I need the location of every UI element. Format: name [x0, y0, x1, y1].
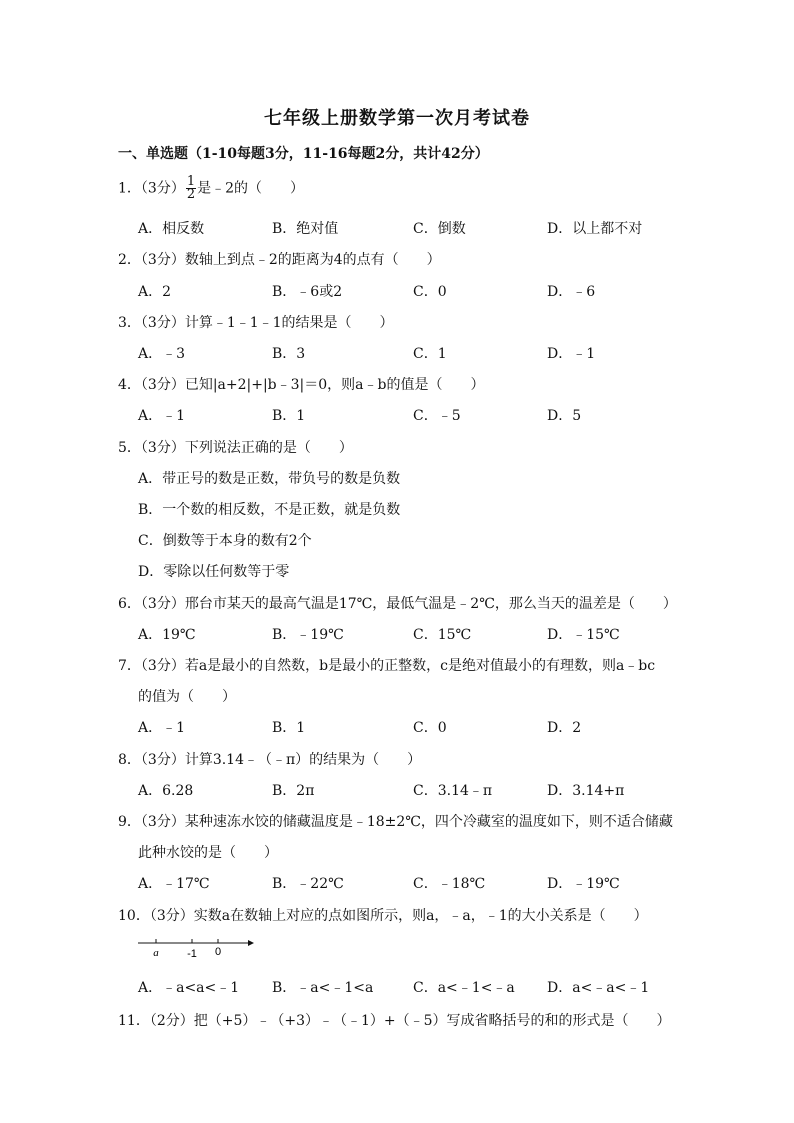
q2-option-c[interactable]: C．0	[413, 284, 447, 300]
q4-option-d[interactable]: D．5	[547, 408, 582, 424]
q4-option-a[interactable]: A．﹣1	[138, 408, 186, 424]
q8-option-a[interactable]: A．6.28	[138, 783, 194, 799]
q2-option-d[interactable]: D．﹣6	[547, 284, 596, 300]
question-10-stem: 10．（3分）实数a在数轴上对应的点如图所示，则a，﹣a，﹣1的大小关系是（ ）	[118, 908, 648, 924]
q4-option-b[interactable]: B．1	[272, 408, 306, 424]
q7-option-b[interactable]: B．1	[272, 720, 306, 736]
label-zero: 0	[214, 946, 222, 958]
q5-option-a[interactable]: A．带正号的数是正数，带负号的数是负数	[138, 471, 401, 487]
q3-option-d[interactable]: D．﹣1	[547, 346, 596, 362]
page-title: 七年级上册数学第一次月考试卷	[264, 108, 530, 129]
q1-option-a[interactable]: A．相反数	[138, 221, 205, 237]
q5-option-c[interactable]: C．倒数等于本身的数有2个	[138, 533, 312, 549]
q7-option-d[interactable]: D．2	[547, 720, 582, 736]
question-4-stem: 4．（3分）已知|a+2|+|b﹣3|＝0，则a﹣b的值是（ ）	[118, 377, 485, 393]
question-1-stem	[118, 176, 304, 201]
q3-option-a[interactable]: A．﹣3	[138, 346, 186, 362]
question-6-stem: 6．（3分）邢台市某天的最高气温是17℃，最低气温是﹣2℃，那么当天的温差是（ ）	[118, 596, 677, 612]
question-7-stem: 7．（3分）若a是最小的自然数，b是最小的正整数，c是绝对值最小的有理数，则a﹣bc	[118, 658, 656, 674]
q9-option-c[interactable]: C．﹣18℃	[413, 876, 486, 892]
q8-option-c[interactable]: C．3.14﹣π	[413, 783, 493, 799]
q10-option-b[interactable]: B．﹣a<﹣1<a	[272, 980, 374, 996]
question-9-stem: 9．（3分）某种速冻水饺的储藏温度是﹣18±2℃，四个冷藏室的温度如下，则不适合储藏	[118, 814, 673, 830]
question-11-stem: 11．（2分）把（+5）﹣（+3）﹣（﹣1）+（﹣5）写成省略括号的和的形式是（ ）	[118, 1013, 671, 1029]
number-line-arrow	[248, 940, 254, 946]
q8-option-b[interactable]: B．2π	[272, 783, 315, 799]
number-line-figure	[136, 934, 256, 960]
question-9-stem-continued: 此种水饺的是（ ）	[138, 845, 278, 861]
q6-option-d[interactable]: D．﹣15℃	[547, 627, 620, 643]
label-minus-one: -1	[187, 948, 197, 960]
q3-option-c[interactable]: C．1	[413, 346, 447, 362]
q3-option-b[interactable]: B．3	[272, 346, 306, 362]
q7-option-c[interactable]: C．0	[413, 720, 447, 736]
question-5-stem: 5．（3分）下列说法正确的是（ ）	[118, 440, 353, 456]
q5-option-d[interactable]: D．零除以任何数等于零	[138, 564, 290, 580]
q1-option-c[interactable]: C．倒数	[413, 221, 466, 237]
fraction-one-half: $\frac{1}{2}$	[186, 174, 196, 202]
q5-option-b[interactable]: B．一个数的相反数，不是正数，就是负数	[138, 502, 401, 518]
q8-option-d[interactable]: D．3.14+π	[547, 783, 625, 799]
question-3-stem: 3．（3分）计算﹣1﹣1﹣1的结果是（ ）	[118, 315, 394, 331]
q6-option-b[interactable]: B．﹣19℃	[272, 627, 344, 643]
q2-option-b[interactable]: B．﹣6或2	[272, 284, 343, 300]
question-1-rest: 是﹣2的（ ）	[197, 180, 305, 197]
q2-option-a[interactable]: A．2	[138, 284, 172, 300]
question-2-stem: 2．（3分）数轴上到点﹣2的距离为4的点有（ ）	[118, 252, 441, 268]
question-8-stem: 8．（3分）计算3.14﹣（﹣π）的结果为（ ）	[118, 752, 422, 768]
q9-option-d[interactable]: D．﹣19℃	[547, 876, 620, 892]
question-1-prefix: 1．（3分）	[118, 180, 185, 197]
q10-option-a[interactable]: A．﹣a<a<﹣1	[138, 980, 240, 996]
q1-option-b[interactable]: B．绝对值	[272, 221, 339, 237]
question-7-stem-continued: 的值为（ ）	[138, 689, 236, 705]
q10-option-d[interactable]: D．a<﹣a<﹣1	[547, 980, 650, 996]
q9-option-a[interactable]: A．﹣17℃	[138, 876, 210, 892]
label-a: a	[153, 947, 159, 959]
q7-option-a[interactable]: A．﹣1	[138, 720, 186, 736]
q1-option-d[interactable]: D．以上都不对	[547, 221, 643, 237]
q6-option-a[interactable]: A．19℃	[138, 627, 196, 643]
section-heading: 一、单选题（1-10每题3分，11-16每题2分，共计42分）	[118, 146, 489, 162]
q4-option-c[interactable]: C．﹣5	[413, 408, 461, 424]
q6-option-c[interactable]: C．15℃	[413, 627, 472, 643]
q9-option-b[interactable]: B．﹣22℃	[272, 876, 344, 892]
q10-option-c[interactable]: C．a<﹣1<﹣a	[413, 980, 515, 996]
